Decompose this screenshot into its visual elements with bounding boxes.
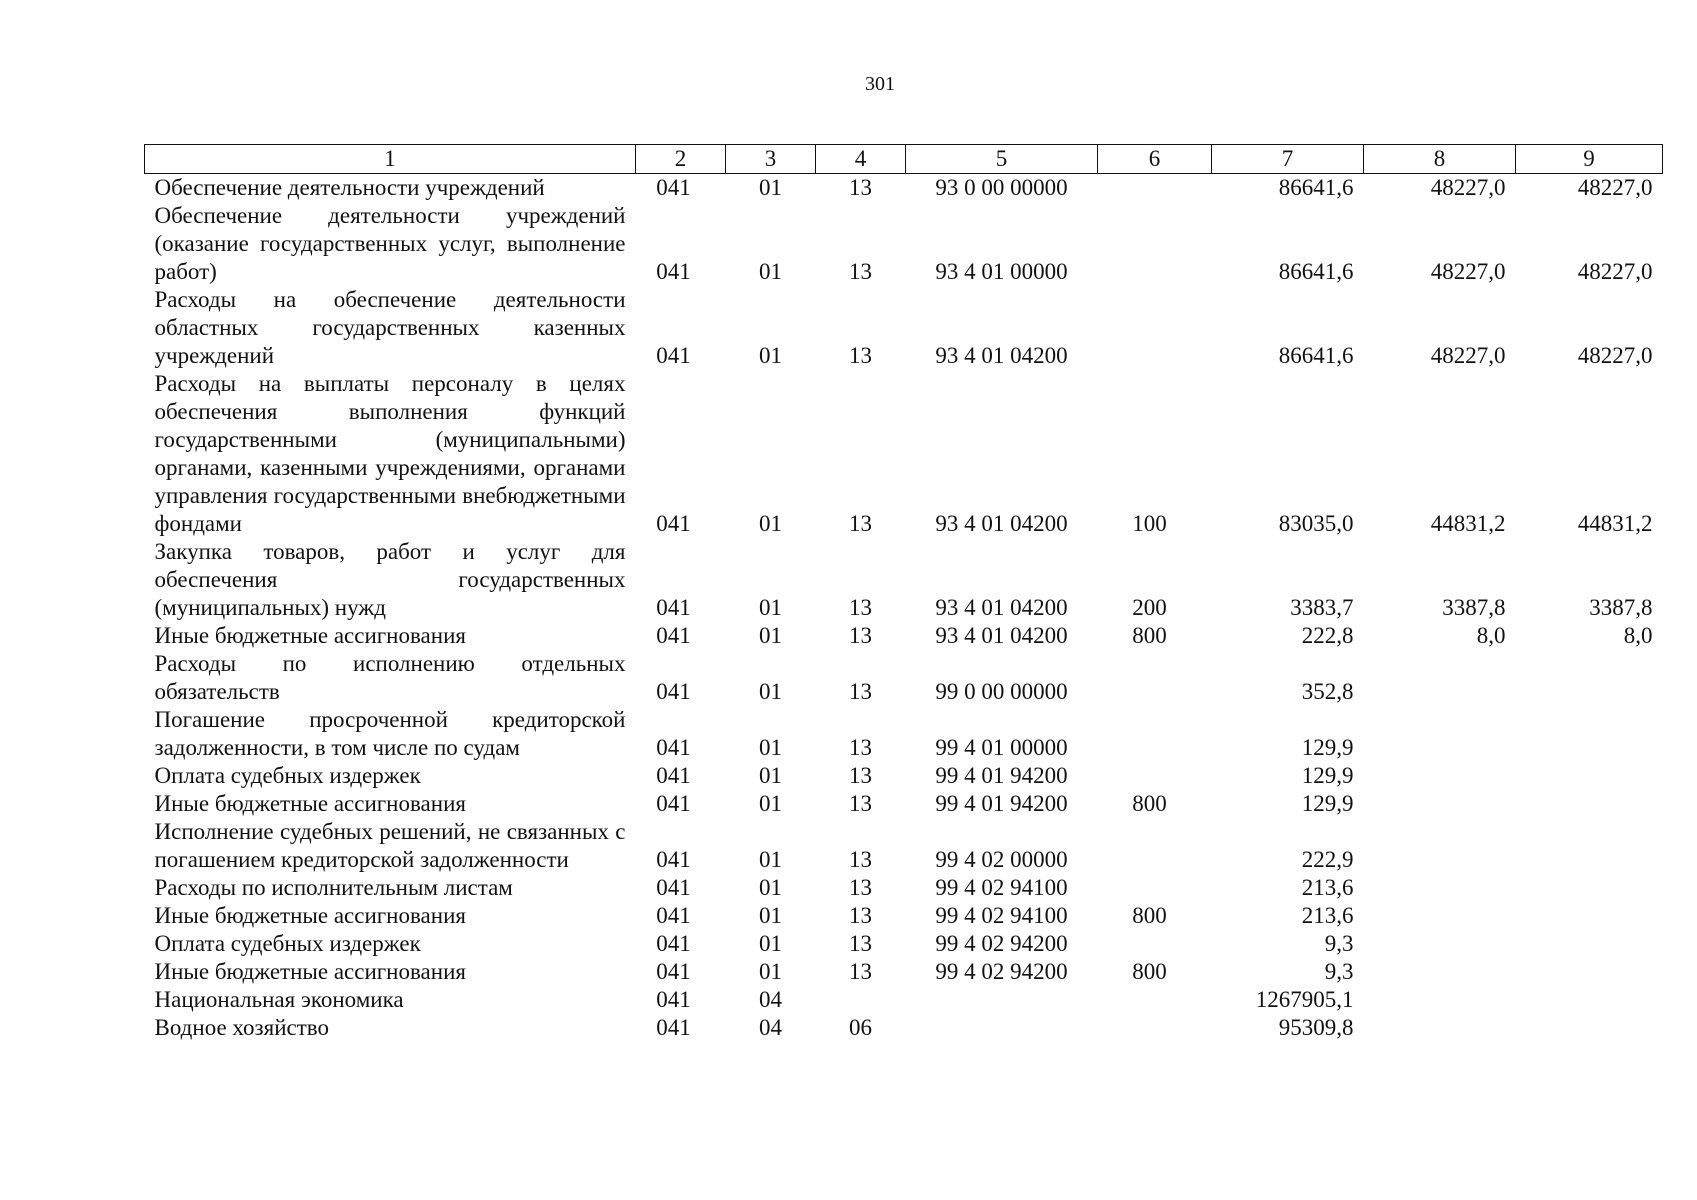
cell-code-5 (906, 986, 1098, 1014)
cell-code-4: 13 (849, 343, 872, 368)
cell-amount-8: 48227,0 (1430, 175, 1506, 200)
cell-code-2: 041 (656, 511, 691, 536)
row-description: Закупка товаров, работ и услуг для обеспечения государственных (муниципальных) нужд (154, 539, 626, 620)
table-header-row (145, 145, 1663, 174)
cell-amount-8 (1364, 1014, 1516, 1042)
cell-code-5: 93 0 00 00000 (935, 175, 1068, 200)
table-row (145, 650, 1663, 706)
row-description: Иные бюджетные ассигнования (154, 959, 466, 984)
table-row (145, 286, 1663, 370)
cell-code-3: 01 (759, 259, 782, 284)
cell-code-2: 041 (656, 595, 691, 620)
cell-code-5: 99 4 01 94200 (935, 791, 1068, 816)
cell-amount-9 (1516, 986, 1663, 1014)
column-header: 8 (1364, 145, 1516, 174)
cell-code-5: 93 4 01 04200 (935, 595, 1068, 620)
row-description: Расходы по исполнению отдельных обязательств (154, 651, 626, 704)
cell-code-3: 01 (759, 623, 782, 648)
cell-code-6 (1098, 706, 1212, 762)
cell-amount-7: 86641,6 (1278, 343, 1354, 368)
cell-amount-8: 48227,0 (1430, 259, 1506, 284)
cell-amount-8 (1364, 650, 1516, 706)
cell-code-6 (1098, 762, 1212, 790)
column-header: 9 (1516, 145, 1663, 174)
cell-code-2: 041 (656, 931, 691, 956)
cell-code-5 (906, 1014, 1098, 1042)
row-description: Оплата судебных издержек (154, 763, 421, 788)
cell-amount-7: 129,9 (1301, 735, 1354, 760)
cell-code-4: 13 (849, 595, 872, 620)
cell-code-2: 041 (656, 763, 691, 788)
cell-amount-9: 3387,8 (1589, 595, 1653, 620)
cell-code-6 (1098, 986, 1212, 1014)
cell-amount-7: 1267905,1 (1255, 987, 1354, 1012)
cell-amount-8: 44831,2 (1430, 511, 1506, 536)
row-description: Оплата судебных издержек (154, 931, 421, 956)
cell-code-2: 041 (656, 343, 691, 368)
cell-code-3: 04 (759, 987, 782, 1012)
table-row (145, 202, 1663, 286)
cell-code-4: 13 (849, 903, 872, 928)
cell-code-2: 041 (656, 847, 691, 872)
cell-amount-9: 48227,0 (1577, 343, 1653, 368)
cell-code-4: 13 (849, 511, 872, 536)
budget-table (144, 144, 1663, 1042)
cell-code-3: 01 (759, 735, 782, 760)
cell-code-2: 041 (656, 175, 691, 200)
cell-amount-8 (1364, 958, 1516, 986)
table-row (145, 958, 1663, 986)
cell-amount-9 (1516, 706, 1663, 762)
cell-code-4: 13 (849, 931, 872, 956)
column-header: 4 (816, 145, 906, 174)
column-header: 6 (1098, 145, 1212, 174)
cell-amount-7: 129,9 (1301, 763, 1354, 788)
cell-amount-7: 222,9 (1301, 847, 1354, 872)
cell-code-2: 041 (656, 735, 691, 760)
table-row (145, 174, 1663, 203)
cell-amount-9: 48227,0 (1577, 175, 1653, 200)
cell-code-4: 13 (849, 959, 872, 984)
cell-code-3: 01 (759, 511, 782, 536)
cell-code-6 (1098, 174, 1212, 203)
cell-amount-9: 8,0 (1623, 623, 1653, 648)
column-header: 1 (145, 145, 636, 174)
cell-code-5: 99 4 02 94200 (935, 931, 1068, 956)
cell-code-3: 01 (759, 595, 782, 620)
row-description: Иные бюджетные ассигнования (154, 623, 466, 648)
table-body (145, 174, 1663, 1043)
table-row (145, 930, 1663, 958)
cell-code-4: 13 (849, 259, 872, 284)
cell-code-3: 01 (759, 175, 782, 200)
cell-code-3: 01 (759, 763, 782, 788)
table-row (145, 902, 1663, 930)
cell-code-6 (1098, 286, 1212, 370)
row-description: Национальная экономика (154, 987, 404, 1012)
cell-amount-8 (1364, 790, 1516, 818)
cell-code-5: 93 4 01 04200 (935, 511, 1068, 536)
cell-amount-9 (1516, 874, 1663, 902)
cell-code-5: 99 4 02 94200 (935, 959, 1068, 984)
cell-amount-9 (1516, 762, 1663, 790)
row-description: Водное хозяйство (154, 1015, 329, 1040)
cell-code-5: 99 4 02 00000 (935, 847, 1068, 872)
cell-code-5: 99 4 01 00000 (935, 735, 1068, 760)
cell-amount-7: 86641,6 (1278, 175, 1354, 200)
cell-code-4: 13 (849, 875, 872, 900)
cell-amount-7: 213,6 (1301, 875, 1354, 900)
cell-code-6: 800 (1132, 791, 1167, 816)
column-header: 3 (726, 145, 816, 174)
row-description: Исполнение судебных решений, не связанных с погашением кредиторской задолженности (154, 819, 626, 872)
cell-amount-7: 9,3 (1324, 959, 1354, 984)
cell-code-6 (1098, 818, 1212, 874)
cell-code-6 (1098, 930, 1212, 958)
cell-code-4 (816, 986, 906, 1014)
cell-code-6 (1098, 650, 1212, 706)
cell-amount-8: 8,0 (1476, 623, 1506, 648)
cell-amount-8 (1364, 986, 1516, 1014)
cell-code-6: 200 (1132, 595, 1167, 620)
cell-amount-7: 86641,6 (1278, 259, 1354, 284)
cell-amount-7: 95309,8 (1278, 1015, 1354, 1040)
table-row (145, 762, 1663, 790)
table-row (145, 874, 1663, 902)
cell-amount-9 (1516, 650, 1663, 706)
column-header: 7 (1212, 145, 1364, 174)
cell-code-2: 041 (656, 1015, 691, 1040)
cell-code-4: 13 (849, 791, 872, 816)
cell-code-2: 041 (656, 791, 691, 816)
cell-code-4: 13 (849, 735, 872, 760)
cell-code-5: 93 4 01 04200 (935, 343, 1068, 368)
table-row (145, 706, 1663, 762)
cell-amount-7: 83035,0 (1278, 511, 1354, 536)
cell-amount-9 (1516, 1014, 1663, 1042)
cell-amount-8 (1364, 706, 1516, 762)
cell-code-3: 01 (759, 875, 782, 900)
row-description: Иные бюджетные ассигнования (154, 791, 466, 816)
cell-amount-7: 3383,7 (1290, 595, 1354, 620)
cell-amount-9 (1516, 930, 1663, 958)
cell-amount-9: 48227,0 (1577, 259, 1653, 284)
cell-code-4: 06 (849, 1015, 872, 1040)
cell-code-3: 01 (759, 847, 782, 872)
cell-amount-9: 44831,2 (1577, 511, 1653, 536)
cell-amount-7: 129,9 (1301, 791, 1354, 816)
cell-code-6 (1098, 202, 1212, 286)
cell-code-6 (1098, 1014, 1212, 1042)
row-description: Расходы на выплаты персоналу в целях обеспечения выполнения функций государственными (муниципальными) органами, казенными учреждениями, органами управления государственными внебюджетными фондами (154, 371, 626, 536)
cell-code-2: 041 (656, 987, 691, 1012)
cell-code-4: 13 (849, 623, 872, 648)
cell-code-5: 99 0 00 00000 (935, 679, 1068, 704)
cell-code-2: 041 (656, 679, 691, 704)
row-description: Расходы на обеспечение деятельности областных государственных казенных учреждений (154, 287, 626, 368)
cell-code-5: 99 4 02 94100 (935, 875, 1068, 900)
cell-code-2: 041 (656, 903, 691, 928)
cell-amount-7: 222,8 (1301, 623, 1354, 648)
cell-amount-9 (1516, 818, 1663, 874)
row-description: Иные бюджетные ассигнования (154, 903, 466, 928)
cell-amount-8: 3387,8 (1442, 595, 1506, 620)
cell-code-2: 041 (656, 875, 691, 900)
cell-amount-8 (1364, 930, 1516, 958)
cell-code-3: 01 (759, 903, 782, 928)
cell-code-3: 01 (759, 343, 782, 368)
cell-amount-8: 48227,0 (1430, 343, 1506, 368)
cell-code-3: 01 (759, 791, 782, 816)
cell-amount-7: 9,3 (1324, 931, 1354, 956)
cell-amount-8 (1364, 818, 1516, 874)
cell-code-4: 13 (849, 175, 872, 200)
table-row (145, 818, 1663, 874)
cell-amount-9 (1516, 790, 1663, 818)
cell-code-4: 13 (849, 763, 872, 788)
cell-code-5: 99 4 01 94200 (935, 763, 1068, 788)
cell-code-4: 13 (849, 679, 872, 704)
cell-code-2: 041 (656, 959, 691, 984)
cell-code-5: 93 4 01 00000 (935, 259, 1068, 284)
table-row (145, 986, 1663, 1014)
cell-code-2: 041 (656, 259, 691, 284)
cell-code-3: 04 (759, 1015, 782, 1040)
row-description: Обеспечение деятельности учреждений (оказание государственных услуг, выполнение работ) (154, 203, 626, 284)
cell-code-5: 99 4 02 94100 (935, 903, 1068, 928)
table-row (145, 622, 1663, 650)
cell-code-4: 13 (849, 847, 872, 872)
row-description: Погашение просроченной кредиторской задолженности, в том числе по судам (154, 707, 626, 760)
cell-code-5: 93 4 01 04200 (935, 623, 1068, 648)
cell-code-6: 800 (1132, 623, 1167, 648)
cell-amount-9 (1516, 902, 1663, 930)
row-description: Обеспечение деятельности учреждений (154, 175, 545, 200)
table-row (145, 538, 1663, 622)
column-header: 5 (906, 145, 1098, 174)
cell-code-6: 100 (1132, 511, 1167, 536)
cell-amount-9 (1516, 958, 1663, 986)
table-row (145, 370, 1663, 538)
column-header: 2 (636, 145, 726, 174)
cell-code-6: 800 (1132, 903, 1167, 928)
page-number: 301 (865, 73, 895, 95)
cell-code-3: 01 (759, 959, 782, 984)
cell-amount-8 (1364, 874, 1516, 902)
cell-amount-7: 352,8 (1301, 679, 1354, 704)
row-description: Расходы по исполнительным листам (154, 875, 513, 900)
cell-amount-8 (1364, 902, 1516, 930)
table-row (145, 1014, 1663, 1042)
cell-code-3: 01 (759, 679, 782, 704)
cell-code-2: 041 (656, 623, 691, 648)
cell-amount-8 (1364, 762, 1516, 790)
cell-code-6 (1098, 874, 1212, 902)
table-row (145, 790, 1663, 818)
cell-code-3: 01 (759, 931, 782, 956)
cell-amount-7: 213,6 (1301, 903, 1354, 928)
cell-code-6: 800 (1132, 959, 1167, 984)
